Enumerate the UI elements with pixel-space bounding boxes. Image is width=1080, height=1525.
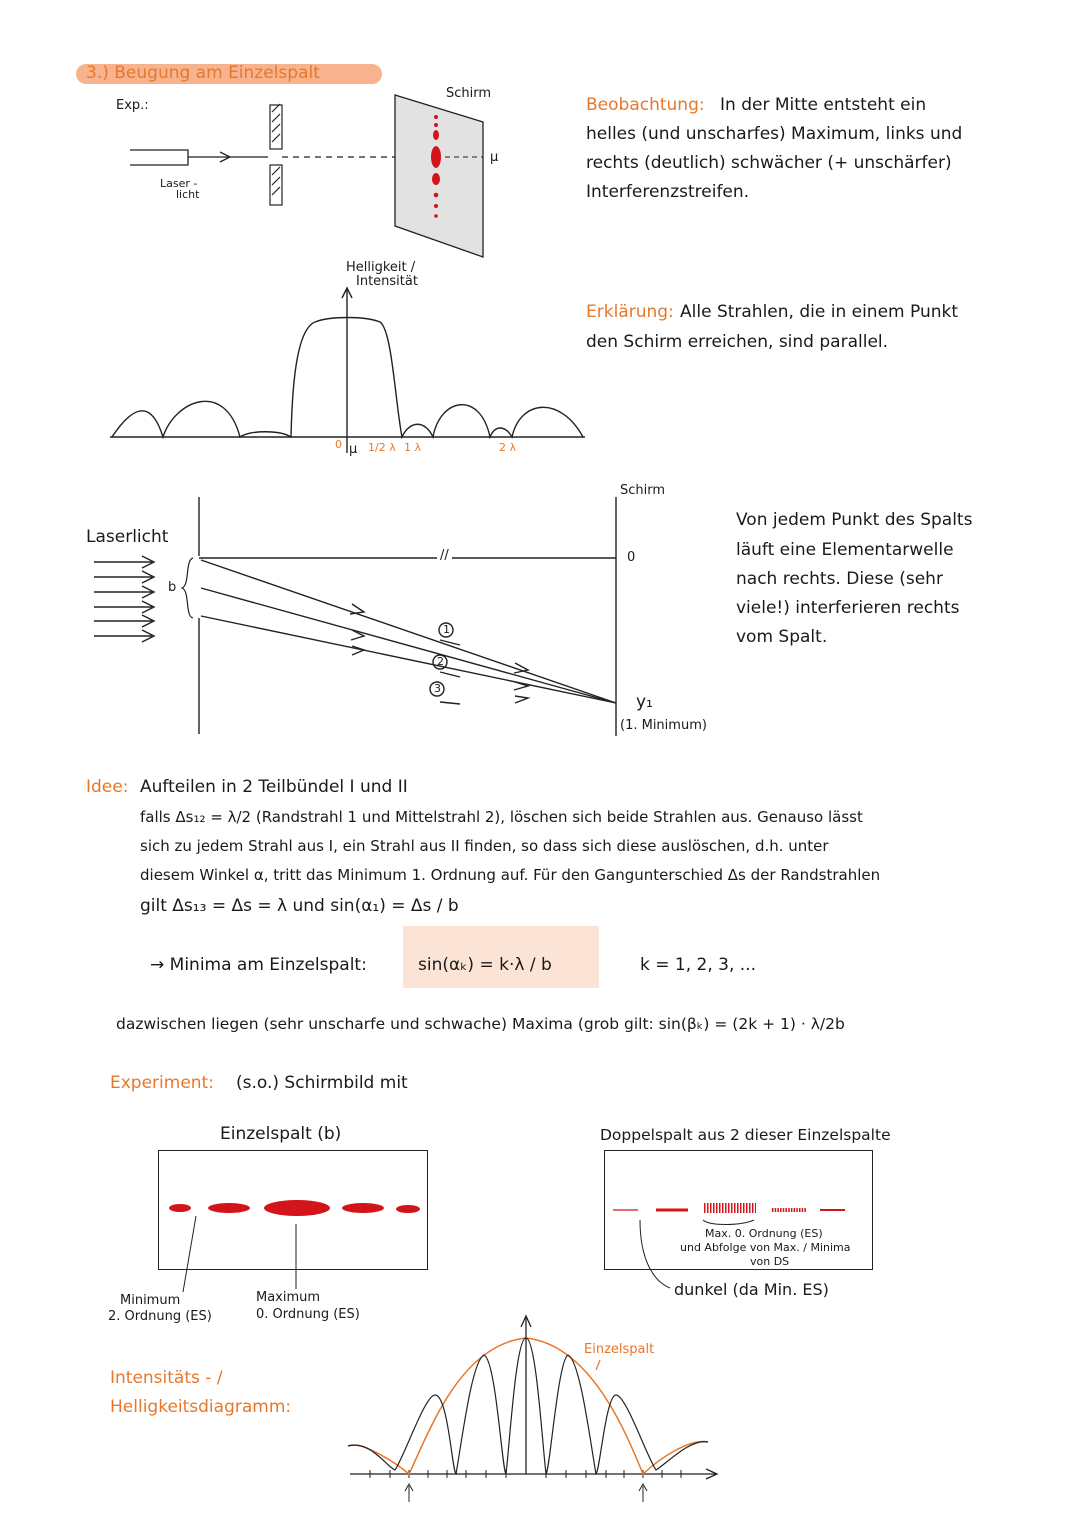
observation-line-2: helles (und unscharfes) Maximum, links und [586,124,963,144]
side-text-2: läuft eine Elementarwelle [736,540,954,560]
dark-label: dunkel (da Min. ES) [674,1280,829,1299]
exp-label: Exp.: [116,98,149,113]
section-title: 3.) Beugung am Einzelspalt [86,63,320,83]
observation-heading: Beobachtung: [586,95,705,115]
single-slit-title: Einzelspalt (b) [220,1124,342,1144]
observation-line-4: Interferenzstreifen. [586,182,750,202]
idea-line-4: diesem Winkel α, tritt das Minimum 1. Ordnung auf. Für den Gangunterschied Δs der Randstrahlen [140,866,881,884]
side-text-5: vom Spalt. [736,627,828,647]
plot1-tick-mu: μ [349,442,358,457]
explanation-line-1: Alle Strahlen, die in einem Punkt [680,302,959,322]
experiment-heading: Experiment: [110,1073,214,1093]
plot1-tick-0: 0 [335,438,342,451]
laser-label-2: licht [176,188,200,201]
double-slit-title: Doppelspalt aus 2 dieser Einzelspalte [600,1126,891,1144]
max-label-1: Maximum [256,1290,321,1305]
plot2-heading-1: Intensitäts - / [110,1368,223,1388]
min-label-1: Minimum [120,1293,181,1308]
screen-label-top: Schirm [446,86,492,101]
idea-line-1: Aufteilen in 2 Teilbündel I und II [140,777,408,797]
slit-sketch [270,104,395,205]
explanation-heading: Erklärung: [586,302,674,322]
slit-width-label: b [168,580,177,595]
first-minimum-label: (1. Minimum) [620,718,707,733]
idea-line-5: gilt Δs₁₃ = Δs = λ und sin(α₁) = Δs / b [140,896,459,916]
experiment-text: (s.o.) Schirmbild mit [236,1073,408,1093]
laser-source [130,150,268,165]
maxima-line: dazwischen liegen (sehr unscharfe und schwache) Maxima (grob gilt: sin(βₖ) = (2k + 1) · λ/2b [116,1015,845,1033]
ray-label-2: 2 [437,655,444,668]
geometry-diagram [94,497,616,736]
k-values: k = 1, 2, 3, ... [640,955,756,975]
plot1-tick-2: 2 λ [499,441,517,454]
explanation-line-2: den Schirm erreichen, sind parallel. [586,332,889,352]
ray-label-3: 3 [434,682,441,695]
observation-line-3: rechts (deutlich) schwächer (+ unschärfer) [586,153,952,173]
double-note-1: Max. 0. Ordnung (ES) [705,1227,823,1240]
break-mark: // [437,548,452,564]
side-text-1: Von jedem Punkt des Spalts [736,510,973,530]
screen-zero-label: 0 [627,550,636,565]
ray-label-1: 1 [443,623,450,636]
envelope-label: Einzelspalt [584,1342,655,1357]
idea-line-3: sich zu jedem Strahl aus I, ein Strahl aus II finden, so dass sich diese auslöschen, d.h. unter [140,837,829,855]
min-label-2: 2. Ordnung (ES) [108,1309,212,1324]
minima-label: → Minima am Einzelspalt: [150,955,367,975]
laserlicht-label: Laserlicht [86,527,169,547]
observation-line-1: In der Mitte entsteht ein [720,95,927,115]
double-note-2: und Abfolge von Max. / Minima [680,1241,851,1254]
screen-sketch [395,95,483,257]
plot2-heading-2: Helligkeitsdiagramm: [110,1397,292,1417]
plot1-ylabel-1: Helligkeit / [346,260,416,275]
y1-label: y₁ [636,692,653,712]
plot1-tick-half: 1/2 λ [368,441,396,454]
side-text-3: nach rechts. Diese (sehr [736,569,943,589]
mu-label-top: μ [490,150,499,165]
plot1-tick-1: 1 λ [404,441,422,454]
idea-heading: Idee: [86,777,129,797]
side-text-4: viele!) interferieren rechts [736,598,960,618]
screen-label-geometry: Schirm [620,483,666,498]
intensity-plot-1 [110,288,585,453]
intensity-plot-2 [348,1316,717,1502]
max-label-2: 0. Ordnung (ES) [256,1307,360,1322]
laser-label-1: Laser - [160,177,198,190]
single-slit-screen [158,1150,428,1270]
idea-line-2: falls Δs₁₂ = λ/2 (Randstrahl 1 und Mittelstrahl 2), löschen sich beide Strahlen aus. Genauso lässt [140,808,863,826]
minima-formula: sin(αₖ) = k·λ / b [418,955,552,975]
plot1-ylabel-2: Intensität [356,274,418,289]
double-note-3: von DS [750,1255,790,1268]
